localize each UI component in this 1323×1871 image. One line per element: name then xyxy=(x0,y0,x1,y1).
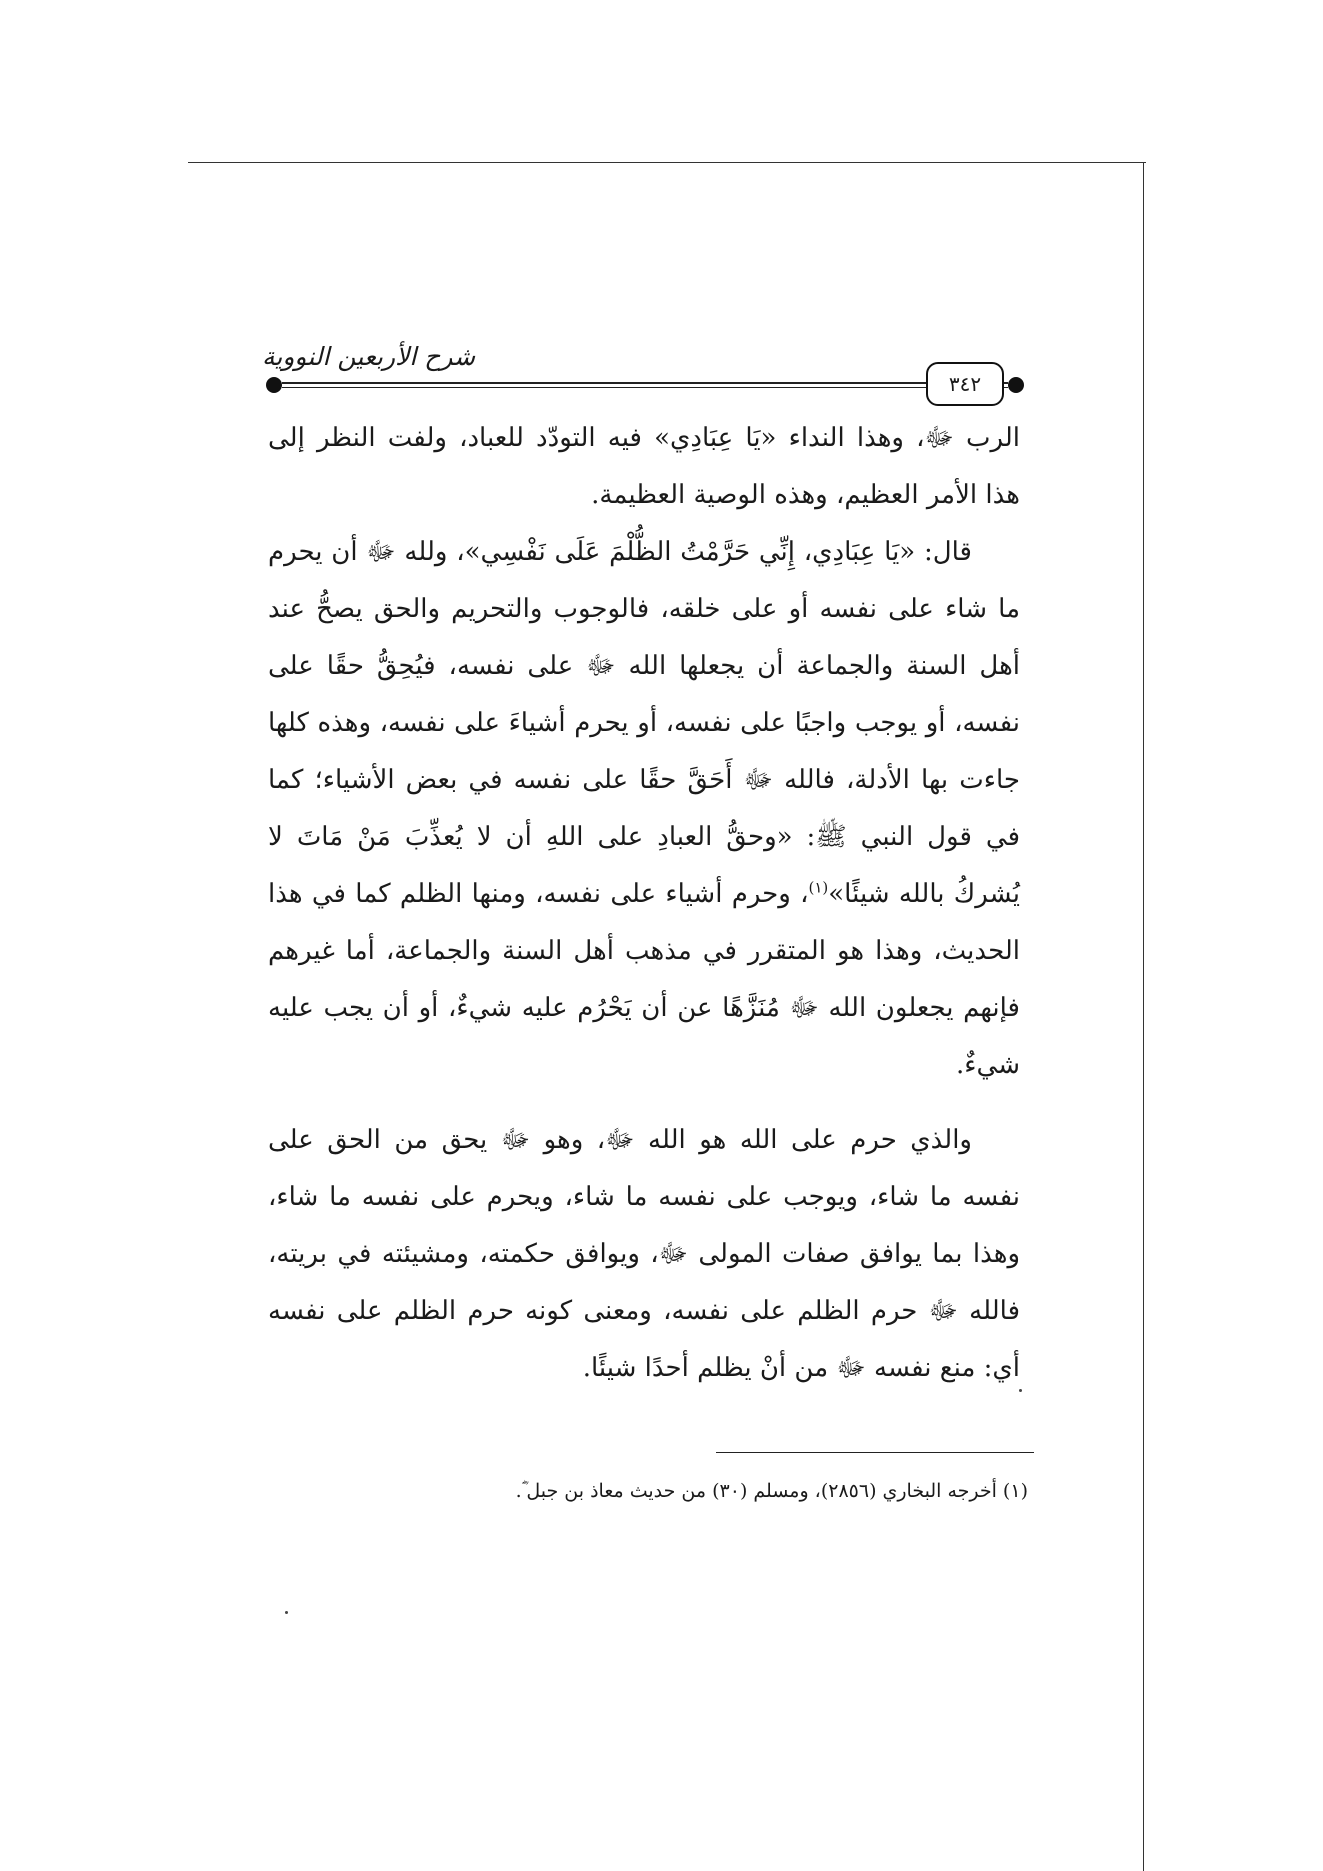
running-header xyxy=(258,340,1030,410)
paragraph-2 xyxy=(268,524,1020,1094)
footnote-separator xyxy=(716,1452,1034,1453)
header-rule-thin xyxy=(282,387,1008,388)
paragraph-1: الرب ﷻ، وهذا النداء «يَا عِبَادِي» فيه التودّد للعباد، ولفت النظر إلى هذا الأمر العظيم، وهذه الوصية العظيمة. xyxy=(268,423,1020,510)
scan-speck xyxy=(285,1611,288,1614)
page-right-rule xyxy=(1143,162,1144,1871)
paragraph-3: والذي حرم على الله هو الله ﷻ، وهو ﷻ يحق من الحق على نفسه ما شاء، ويوجب على نفسه ما شاء، ويحرم على نفسه ما شاء، وهذا بما يوافق صفات المولى ﷻ، ويوافق حكمته، ومشيئته في بريته، فالله ﷻ حرم الظلم على نفسه، ومعنى كونه حرم الظلم على نفسه أي: منع نفسه ﷻ من أنْ يظلم أحدًا شيئًا. xyxy=(268,1125,1020,1383)
book-title: شرح الأربعين النووية xyxy=(262,342,476,371)
header-ornament-dot-left xyxy=(266,377,282,393)
header-rule xyxy=(282,382,1008,384)
page-top-rule xyxy=(188,162,1146,163)
page-number: ٣٤٢ xyxy=(926,362,1004,406)
main-text xyxy=(268,410,1020,1397)
paragraph-2-continued: ، وحرم أشياء على نفسه، ومنها الظلم كما في هذا الحديث، وهذا هو المتقرر في مذهب أهل السنة والجماعة، أما غيرهم فإنهم يجعلون الله ﷻ مُنَزَّهًا عن أن يَحْرُم عليه شيءٌ، أو أن يجب عليه شيءٌ. xyxy=(268,879,1020,1080)
footnote-reference[interactable]: (١) xyxy=(808,878,829,897)
footnote: (١) أخرجه البخاري (٢٨٥٦)، ومسلم (٣٠) من حديث معاذ بن جبل ؓ. xyxy=(515,1480,1028,1502)
paragraph-2-text: قال: «يَا عِبَادِي، إِنِّي حَرَّمْتُ الظُّلْمَ عَلَى نَفْسِي»، ولله ﷻ أن يحرم ما شاء على نفسه أو على خلقه، فالوجوب والتحريم والحق يصحُّ عند أهل السنة والجماعة أن يجعلها الله ﷻ على نفسه، فيُحِقُّ حقًا على نفسه، أو يوجب واجبًا على نفسه، أو يحرم أشياءَ على نفسه، وهذه كلها جاءت بها الأدلة، فالله ﷻ أَحَقَّ حقًا على نفسه في بعض الأشياء؛ كما في قول النبي ﷺ: «وحقُّ العبادِ على اللهِ أن لا يُعذِّبَ مَنْ مَاتَ لا يُشركُ بالله شيئًا» xyxy=(268,537,1020,909)
header-ornament-dot-right xyxy=(1008,377,1024,393)
